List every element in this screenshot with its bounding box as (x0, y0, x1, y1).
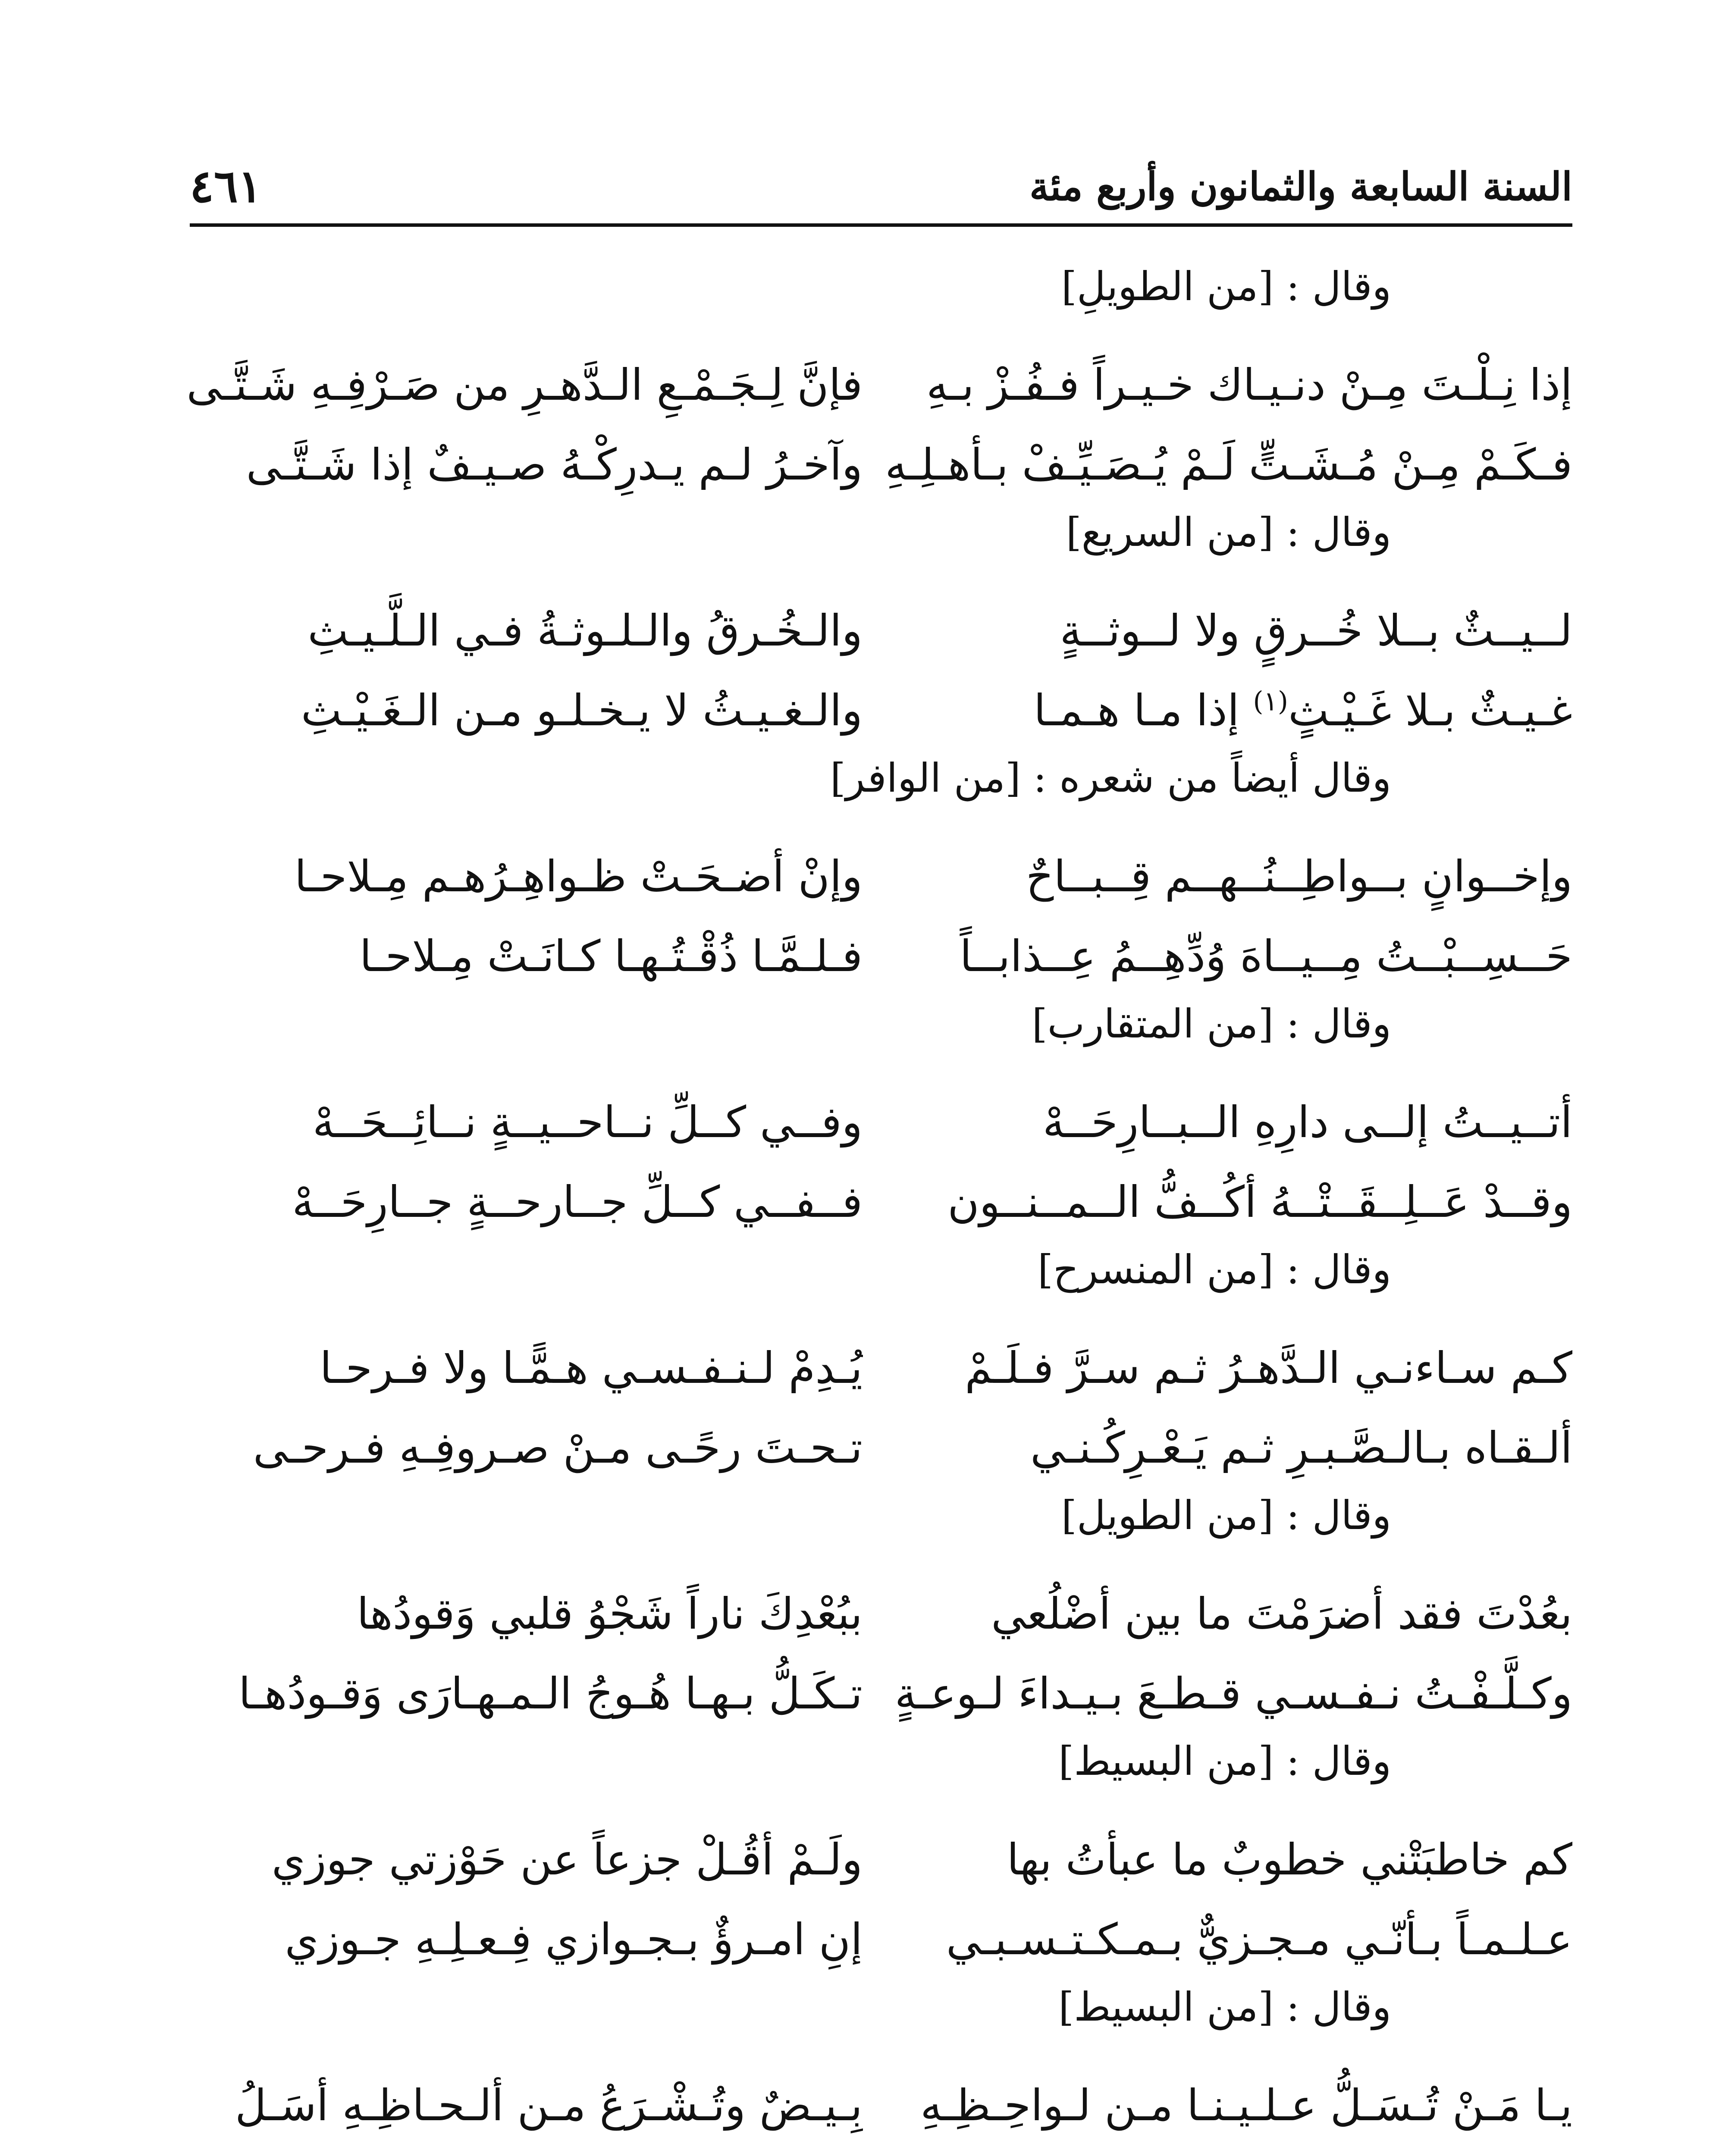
verse-hemistich: وفــي كــلِّ نــاحــيــةٍ نــائِــحَــهْ (312, 1097, 863, 1147)
verse-hemistich: فـلـمَّـا ذُقْـتُـهـا كـانَـتْ مِـلاحـا (359, 931, 863, 981)
meter-label: وقال : [من المتقارب] (1032, 1001, 1391, 1047)
meter-label: وقال : [من السريع] (1066, 509, 1391, 555)
verse-hemistich: فإنَّ لِـجَـمْـعِ الـدَّهـرِ من صَـرْفِـهِ شَـتَّـى (186, 360, 863, 410)
verse-text: إذا مـا هـمـا (1033, 685, 1253, 736)
running-head (190, 155, 1572, 220)
footnote-ref: (١) (1253, 685, 1289, 717)
header-rule (190, 223, 1572, 227)
running-title: السنة السابعة والثمانون وأربع مئة (1029, 164, 1572, 210)
verse-hemistich: بِـيـضٌ وتُـشْـرَعُ مـن ألـحـاظِـهِ أسَـلُ (235, 2080, 863, 2131)
verse-hemistich: أتــيــتُ إلــى دارِهِ الــبــارِحَــهْ (1042, 1097, 1572, 1147)
verse-hemistich: وقــدْ عَــلِــقَــتْــهُ أكُــفُّ الــمــنــون (947, 1177, 1572, 1227)
meter-label: وقال : [من البسيط] (1058, 1738, 1391, 1784)
verse-hemistich: ولَـمْ أقُـلْ جزعاً عن حَوْزتي جوزي (271, 1834, 863, 1885)
verse-hemistich: ببُعْدِكَ ناراً شَجْوُ قلبي وَقودُها (357, 1589, 863, 1639)
verse-hemistich: حَــسِــبْــتُ مِــيــاهَ وُدِّهِــمُ عِــذابــاً (960, 931, 1572, 981)
meter-label: وقال : [من البسيط] (1058, 1984, 1391, 2030)
verse-hemistich: كـم سـاءنـي الـدَّهـرُ ثـم سـرَّ فـلَـمْ (965, 1343, 1572, 1393)
couplet (190, 591, 1572, 750)
verse-hemistich: يُـدِمْ لـنـفـسـي هـمًّـا ولا فـرحـا (320, 1343, 863, 1393)
poem-content (186, 259, 1572, 2156)
verse-text: غـيـثٌ بـلا غَـيْـثٍ (1288, 685, 1572, 736)
meter-label: وقال : [من الطويل] (1061, 1492, 1391, 1539)
couplet (186, 345, 1572, 505)
verse-hemistich: تـكَـلُّ بـهـا هُـوجُ الـمـهـارَى وَقـودُهـا (238, 1668, 863, 1719)
verse-hemistich: فـكَـمْ مِـنْ مُـشَـتٍّ لَـمْ يُـصَـيِّـفْ بـأهـلِـهِ (885, 439, 1572, 490)
meter-label: وقال : [من الطويلِ] (1061, 263, 1391, 310)
verse-hemistich: وإنْ أضـحَـتْ ظـواهِـرُهـم مِـلاحـا (294, 851, 863, 902)
verse-hemistich: فــفــي كــلِّ جــارحــةٍ جــارِحَــهْ (292, 1177, 863, 1227)
verse-hemistich: عـلـمـاً بـأنّـي مـجـزيٌّ بـمـكـتـسـبـي (946, 1914, 1572, 1965)
verse-hemistich: تـحـتَ رحًـى مـنْ صـروفِـهِ فـرحـى (253, 1423, 863, 1473)
verse-hemistich: وآخـرُ لـم يـدرِكْـهُ صـيـفٌ إذا شَـتَّـى (246, 439, 863, 490)
couplet (190, 1820, 1572, 1979)
verse-hemistich: ألـقـاه بـالـصَّـبـرِ ثـم يَـعْـرِكُـنـي (1030, 1423, 1572, 1473)
meter-label: وقال : [من المنسرح] (1038, 1247, 1391, 1293)
verse-hemistich: بعُدْتَ فقد أضرَمْتَ ما بين أضْلُعي (991, 1589, 1572, 1639)
verse-hemistich: إنِ امـرؤٌ بـجـوازي فِـعـلِـهِ جـوزي (285, 1914, 863, 1965)
page-number: ٤٦١ (190, 160, 262, 213)
couplet (190, 1082, 1572, 1242)
couplet (190, 1328, 1572, 1488)
verse-hemistich: والـغـيـثُ لا يـخـلـو مـن الـغَـيْـثِ (301, 685, 863, 736)
couplet (190, 837, 1572, 996)
verse-hemistich: وإخــوانٍ بــواطِــنُــهــم قِــبــاحٌ (1026, 851, 1572, 902)
meter-label: وقال أيضاً من شعره : [من الوافر] (830, 755, 1391, 801)
verse-hemistich (900, 671, 1572, 750)
verse-hemistich: وكـلَّـفْـتُ نـفـسـي قـطـعَ بـيـداءَ لـوعـةٍ (894, 1668, 1572, 1719)
verse-hemistich: إذا نِـلْـتَ مِـنْ دنـيـاك خـيـراً فـفُـزْ بـهِ (926, 360, 1572, 410)
verse-hemistich: لــيــثٌ بــلا خُــرقٍ ولا لــوثــةٍ (1060, 605, 1572, 656)
couplet (190, 2065, 1572, 2156)
verse-hemistich: يـا مَـنْ تُـسَـلُّ عـلـيـنـا مـن لـواحِـظِـهِ (920, 2080, 1572, 2131)
verse-hemistich: والـخُـرقُ والـلـوثـةُ فـي الـلَّـيـثِ (307, 605, 863, 656)
couplet (190, 1574, 1572, 1733)
verse-hemistich: كم خاطبَتْني خطوبٌ ما عبأتُ بها (1007, 1834, 1572, 1885)
